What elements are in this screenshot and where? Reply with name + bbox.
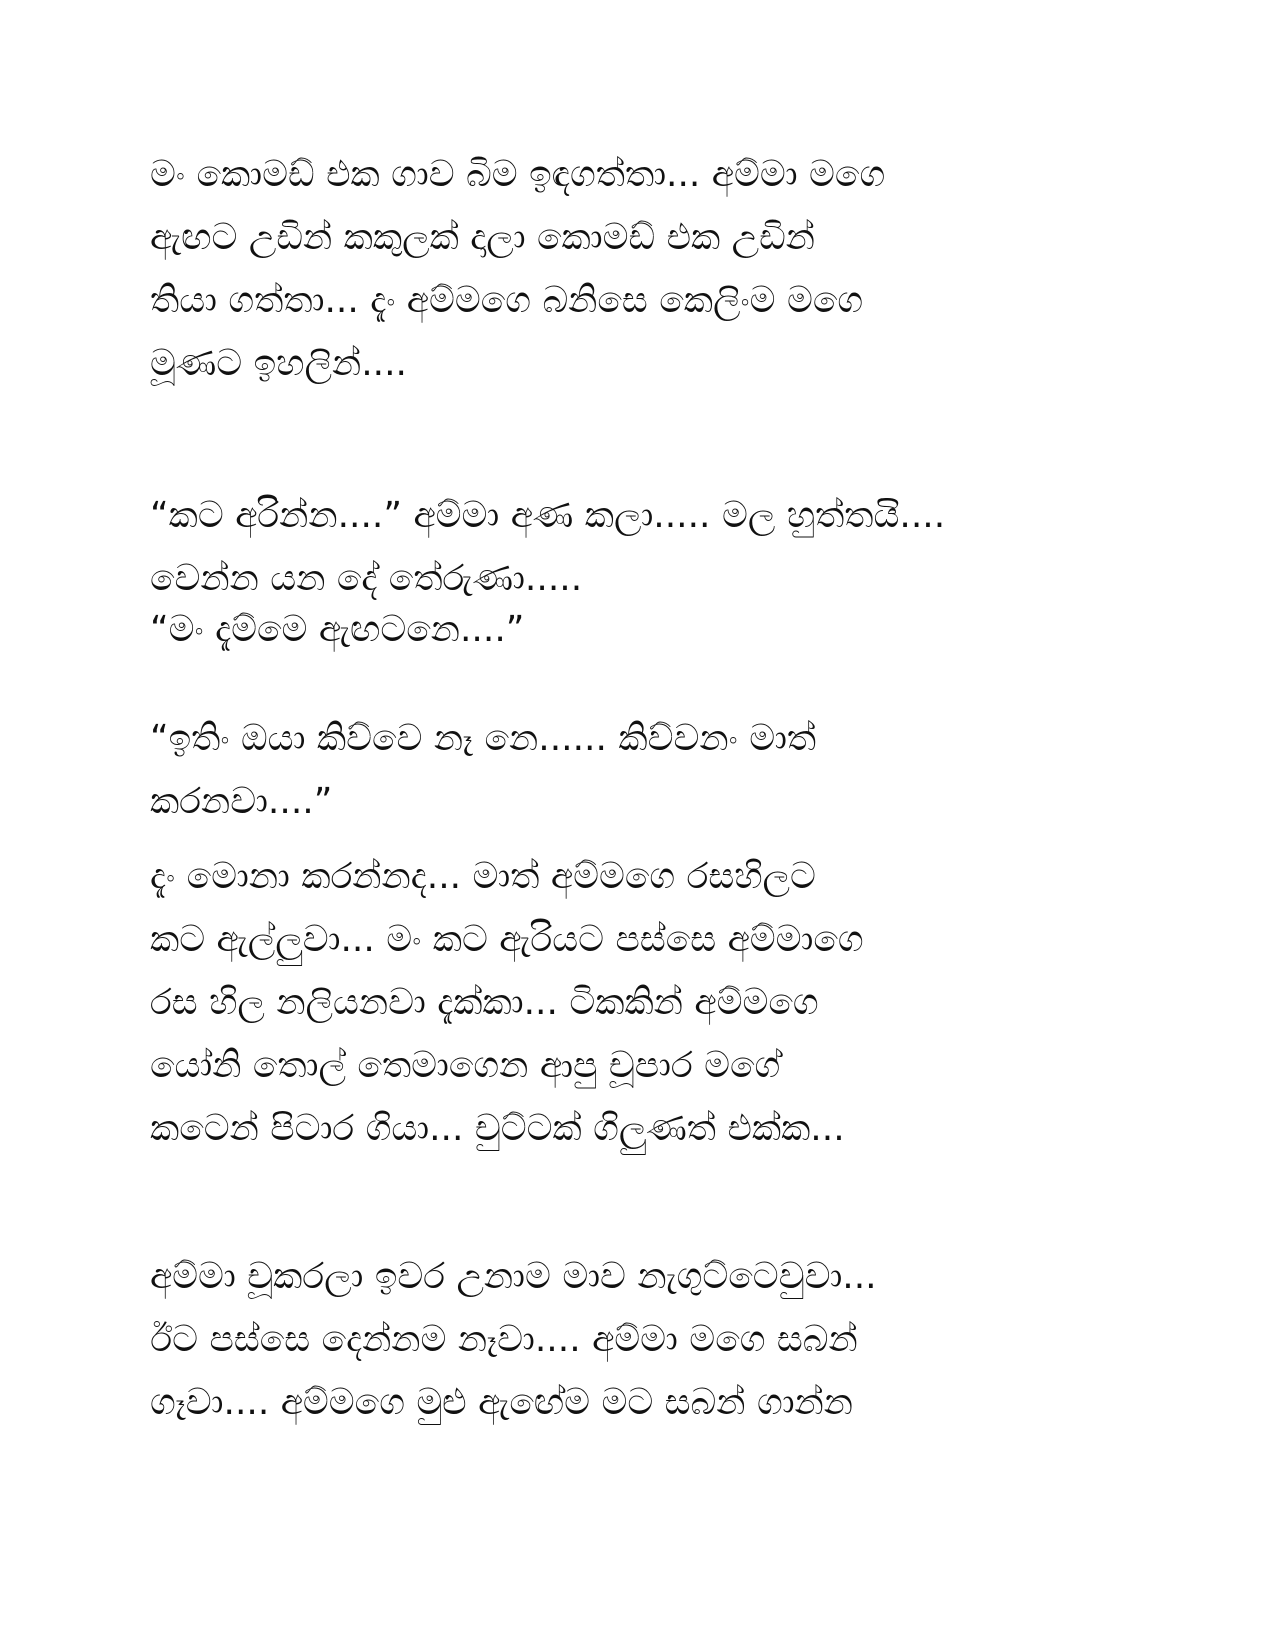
text-line: කරනවා....” — [150, 781, 333, 822]
text-line: කට ඇල්ලුවා... මං කට ඇරියට පස්සෙ අම්මාගෙ — [150, 919, 864, 960]
paragraph-5 — [150, 845, 1130, 1160]
text-line: අම්මා චූකරලා ඉවර උනාම මාව නැගුට්ටෙවුවා... — [150, 1256, 877, 1297]
text-line: වෙන්න යන දේ තේරුණා..... — [150, 558, 583, 599]
text-line: “ඉතිං ඔයා කිව්වෙ නෑ නෙ...... කිව්වනං මාත් — [150, 718, 817, 759]
text-line: මූණට ඉහලින්.... — [150, 343, 407, 384]
text-line: කටෙන් පිටාර ගියා... චුට්ටක් ගිලුණත් එක්ක... — [150, 1108, 845, 1149]
text-line: ගෑවා.... අම්මගෙ මුළු ඇඟේම මට සබන් ගාන්න — [150, 1382, 853, 1423]
text-line: රස හිල නලියනවා දැක්කා... ටිකකින් අම්මගෙ — [150, 982, 819, 1023]
text-line: “කට අරින්න....” අම්මා අණ කලා..... මල හුත්තයි.... — [150, 495, 946, 536]
text-line: තියා ගත්තා... දැං අම්මගෙ බනිසෙ කෙලිංම මගෙ — [150, 280, 864, 321]
text-line: “මං දැම්මෙ ඇඟටනෙ....” — [150, 609, 525, 650]
paragraph-3 — [150, 598, 1130, 661]
paragraph-6 — [150, 1245, 1130, 1434]
paragraph-2 — [150, 484, 1130, 610]
text-line: ඊට පස්සෙ දෙන්නම නෑවා.... අම්මා මගෙ සබන් — [150, 1319, 858, 1360]
text-line: යෝනි තොල් තෙමාගෙන ආපු චූපාර මගේ — [150, 1045, 781, 1086]
text-line: මං කොමඩ් එක ගාව බිම ඉඳගත්තා... අම්මා මගෙ — [150, 154, 886, 195]
text-line: ඇඟට උඩින් කකුලක් දාලා කොමඩ් එක උඩින් — [150, 217, 816, 258]
paragraph-4 — [150, 707, 1130, 833]
text-line: දැං මොනා කරන්නද... මාත් අම්මගෙ රසහිලට — [150, 856, 816, 897]
paragraph-1 — [150, 143, 1130, 395]
